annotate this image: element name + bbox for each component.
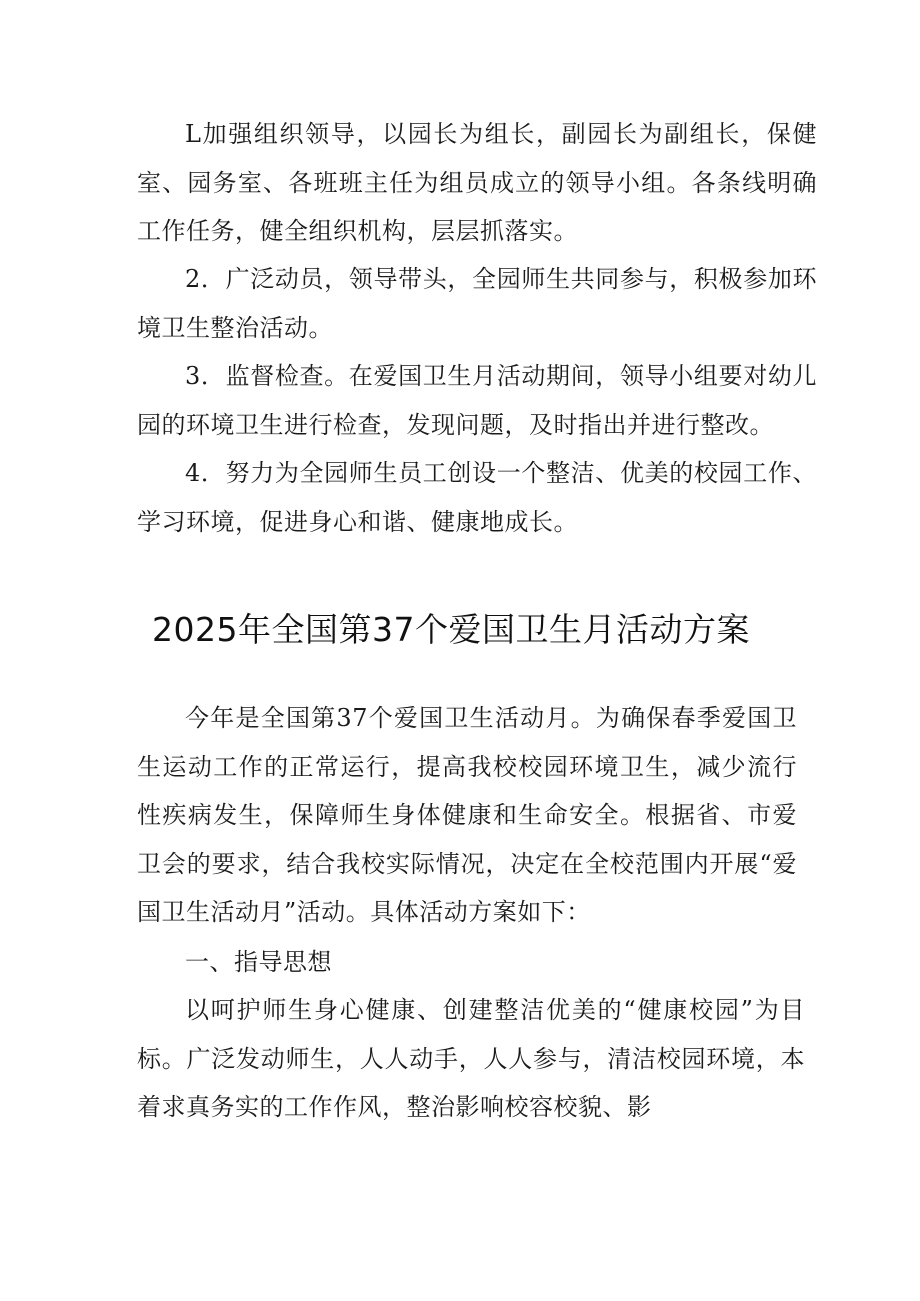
paragraph-supervise: 3．监督检查。在爱国卫生月活动期间，领导小组要对幼儿园的环境卫生进行检查，发现问题，及时指出并进行整改。 [137, 362, 817, 439]
document-title: 2025年全国第37个爱国卫生月活动方案 [152, 610, 750, 649]
paragraph-environment: 4．努力为全园师生员工创设一个整洁、优美的校园工作、学习环境，促进身心和谐、健康地成长。 [137, 459, 817, 536]
subheading-guiding-idea: 一、指导思想 [185, 948, 332, 976]
paragraph-organize-leadership: L加强组织领导，以园长为组长，副园长为副组长，保健室、园务室、各班班主任为组员成立的领导小组。各条线明确工作任务，健全组织机构，层层抓落实。 [137, 120, 817, 245]
paragraph-guiding-idea: 以呵护师生身心健康、创建整洁优美的“健康校园”为目标。广泛发动师生，人人动手，人人参与，清洁校园环境，本着求真务实的工作作风，整治影响校容校貌、影 [137, 996, 805, 1121]
paragraph-intro: 今年是全国第37个爱国卫生活动月。为确保春季爱国卫生运动工作的正常运行，提高我校校园环境卫生，减少流行性疾病发生，保障师生身体健康和生命安全。根据省、市爱卫会的要求，结合我校实际情况，决定在全校范围内开展“爱国卫生活动月”活动。具体活动方案如下： [137, 704, 797, 926]
paragraph-mobilize: 2．广泛动员，领导带头，全园师生共同参与，积极参加环境卫生整治活动。 [137, 265, 817, 342]
